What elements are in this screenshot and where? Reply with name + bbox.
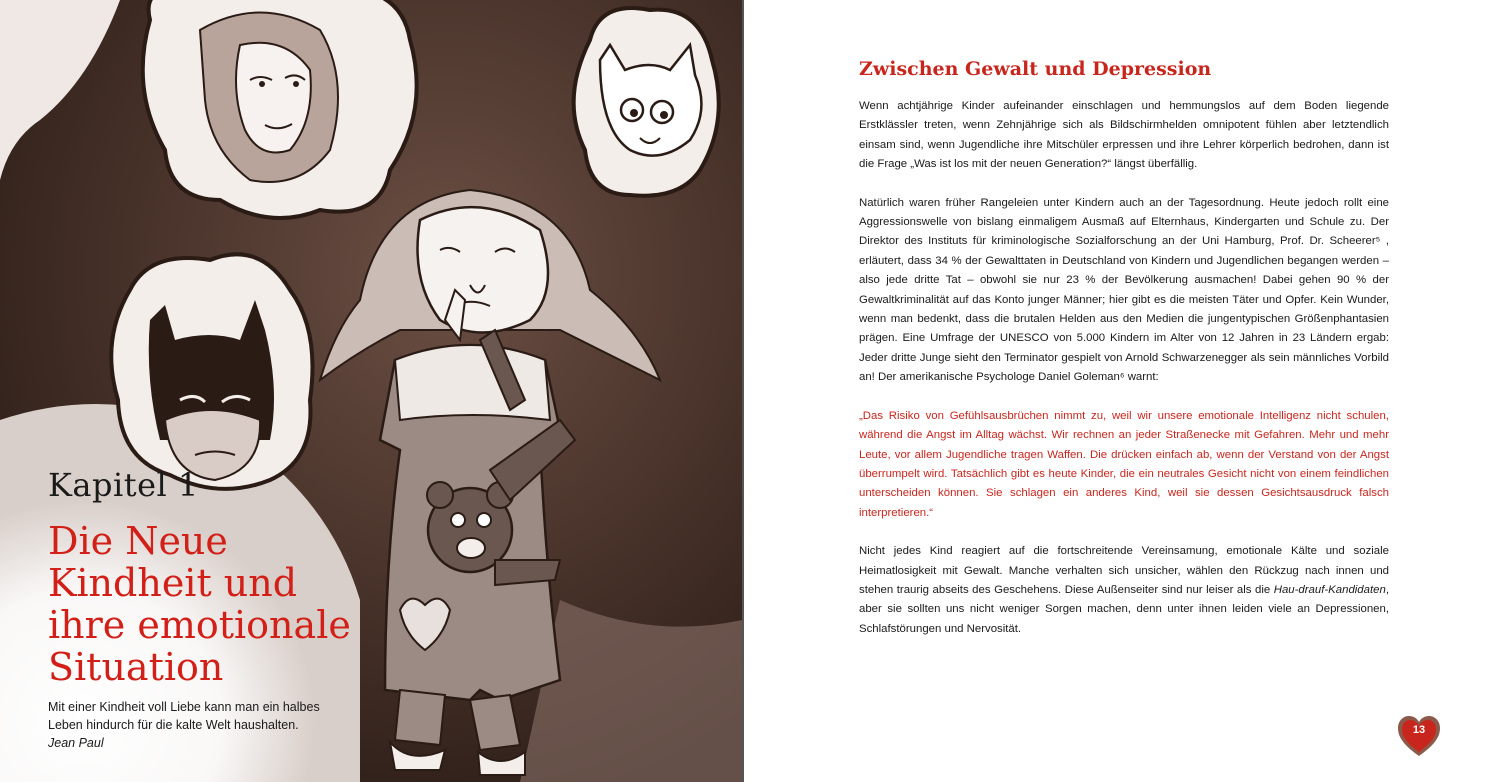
page-number: 13 (1412, 724, 1426, 736)
epigraph-author: Jean Paul (48, 736, 104, 750)
chapter-title-line: Kindheit und (48, 561, 298, 605)
chapter-title-line: ihre emotionale (48, 603, 351, 647)
epigraph-line: Leben hindurch für die kalte Welt haushalten. (48, 718, 299, 732)
quote-paragraph: „Das Risiko von Gefühlsausbrüchen nimmt zu, weil wir unsere emotionale Intelligenz nicht schulen, während die Angst im Alltag wächst. Wir rechnen an jeder Straßenecke mit Gefahren. Mehr und mehr Leute, vor allem Jugendliche tragen Waffen. Die drücken einfach ab, wenn der Verstand von der Angst überrumpelt wird. Tatsächlich gibt es heute Kinder, die ein neutrales Gesicht nicht von einem feindlichen unterscheiden können. Sie schlagen ein anderes Kind, weil sie dessen Gesichtsausdruck falsch interpretieren.“ (859, 409, 1389, 519)
paragraph (859, 542, 1389, 639)
thought-bubble-masked-hero (111, 254, 312, 489)
heart-icon (1395, 712, 1443, 760)
chapter-label: Kapitel 1 (48, 466, 199, 504)
body-text (859, 97, 1389, 658)
paragraph: Natürlich waren früher Rangeleien unter Kindern auch an der Tagesordnung. Heute jedoch rollt eine Aggressionswelle von bislang einmaligem Ausmaß auf Elternhaus, Kindergarten und Schule zu. Der Direktor des Instituts für kriminologische Sozialforschung an der Uni Hamburg, Prof. Dr. Scheerer⁵ , erläutert, dass 34 % der Gewalttaten in Deutschland von Kindern und Jugendlichen begangen werden – also jede dritte Tat – obwohl sie nur 23 % der Bevölkerung ausmachen! Dabei gehen 90 % der Gewaltkriminalität auf das Konto junger Männer; hier gibt es die meisten Täter und Opfer. Kein Wunder, wenn man bedenkt, dass die brutalen Helden aus den Medien die jungentypischen Größenphantasien prägen. Eine Umfrage der UNESCO von 5.000 Kindern im Alter von 12 Jahren in 23 Ländern ergab: Jeder dritte Junge sieht den Terminator gespielt von Arnold Schwarzenegger als sein männliches Vorbild an! Der amerikanische Psychologe Daniel Goleman⁶ warnt: (859, 196, 1389, 384)
right-page (744, 0, 1488, 782)
chapter-title-line: Die Neue (48, 519, 228, 563)
epigraph (48, 698, 348, 752)
paragraph-text: , aber sie sollten uns nicht weniger Sorgen machen, denn unter ihnen leiden viele an Depressionen, Schlafstörungen und Nervosität. (859, 583, 1389, 635)
paragraph-emphasis: Hau-drauf-Kandidaten (1273, 583, 1386, 596)
thought-bubble-woman (143, 0, 417, 218)
left-page (0, 0, 742, 782)
chapter-title-line: Situation (48, 645, 224, 689)
paragraph: Wenn achtjährige Kinder aufeinander einschlagen und hemmungslos auf dem Boden liegende Erstklässler treten, wenn Zehnjährige sich als Bildschirmhelden omnipotent fühlen aber letztendlich einsam sind, wenn Jugendliche ihre Mitschüler erpressen und ihre Lehrer körperlich bedrohen, dann ist die Frage „Was ist los mit der neuen Generation?“ längst überfällig. (859, 100, 1389, 171)
thought-bubble-cat (574, 8, 719, 196)
epigraph-line: Mit einer Kindheit voll Liebe kann man ein halbes (48, 700, 320, 714)
section-headline: Zwischen Gewalt und Depression (859, 58, 1212, 80)
paragraph-text: Nicht jedes Kind reagiert auf die fortschreitende Vereinsamung, emotionale Kälte und soziale Heimatlosigkeit mit Gewalt. Manche verhalten sich unsicher, wählen den Rückzug nach innen und stehen traurig abseits des Geschehens. Diese Außenseiter sind nur leiser als die (859, 545, 1389, 596)
chapter-title (48, 520, 378, 688)
